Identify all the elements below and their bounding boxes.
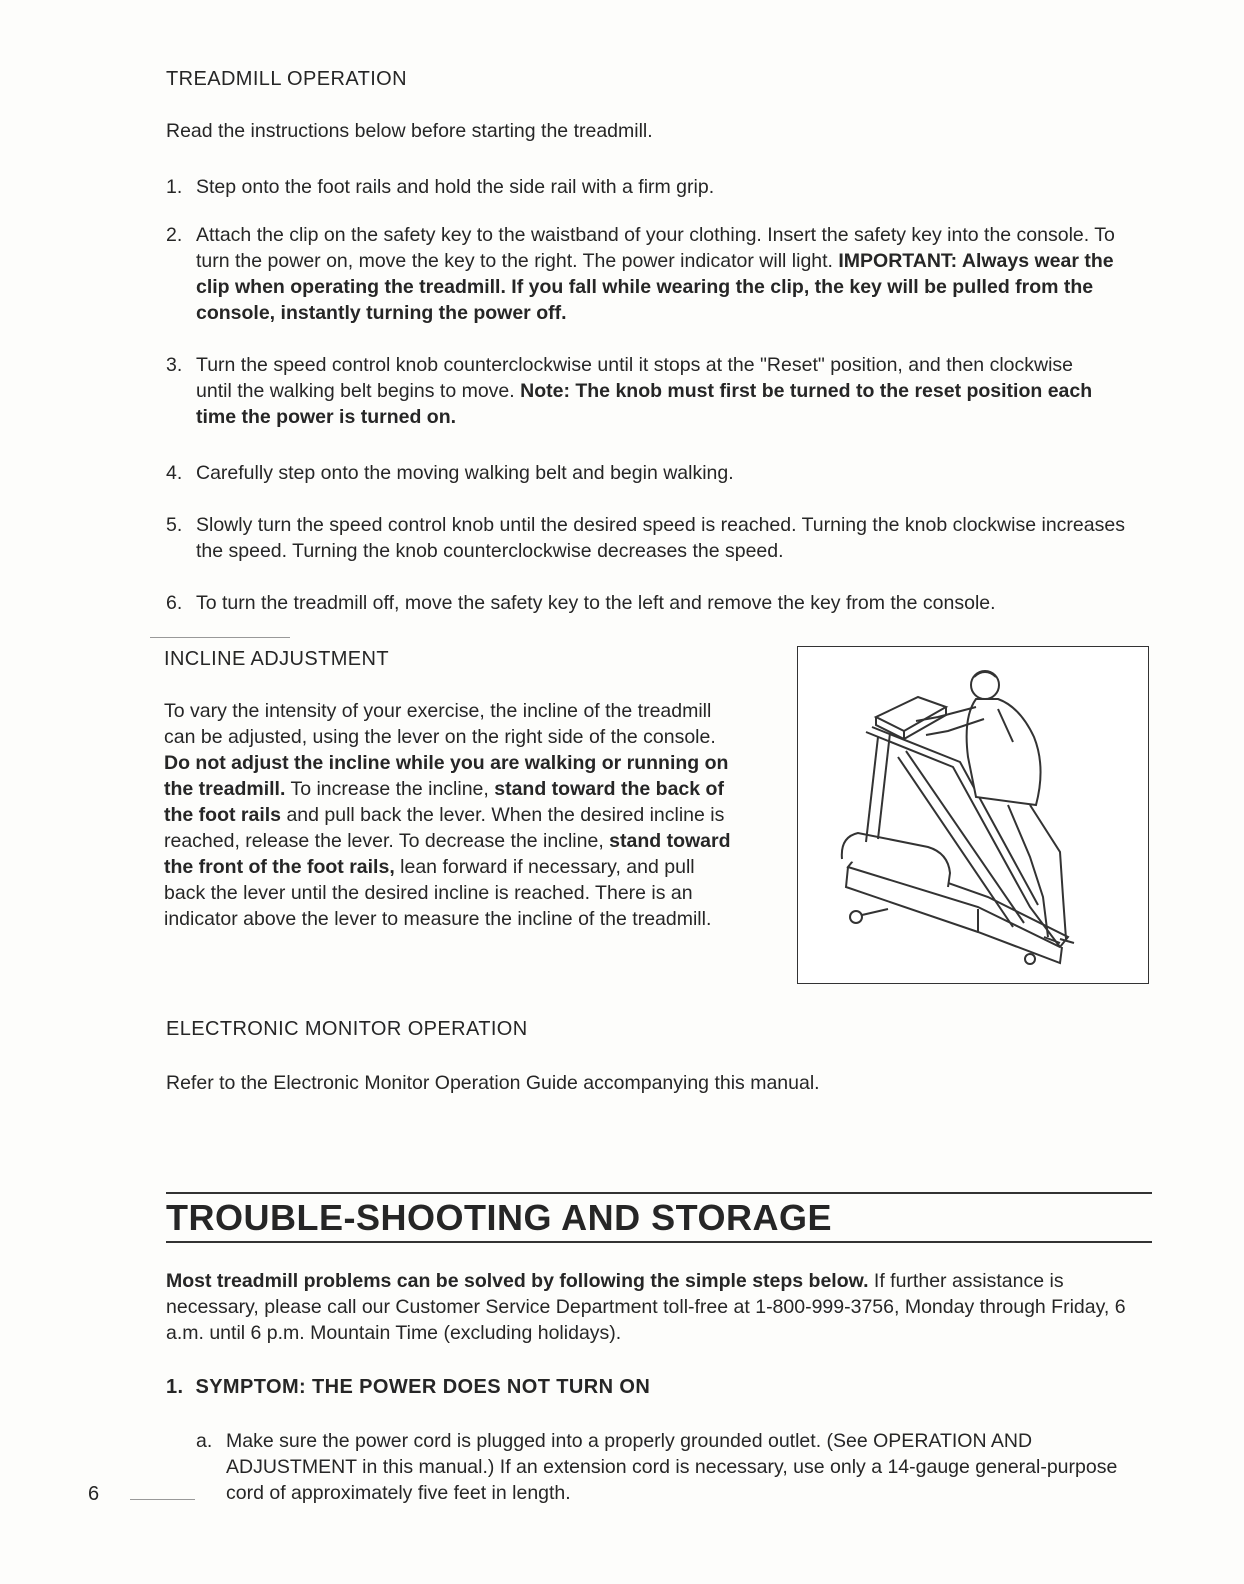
step-text: Step onto the foot rails and hold the side rail with a firm grip. xyxy=(196,176,715,198)
troubleshooting-intro: Most treadmill problems can be solved by following the simple steps below. If further assistance is necessary, please call our Customer Service Department toll-free at 1-800-999-3756, Monday through Friday, 6 a.m. until 6 p.m. Mountain Time (excluding holidays). xyxy=(166,1270,1126,1344)
treadmill-user-icon xyxy=(798,647,1147,982)
electronic-monitor-heading: ELECTRONIC MONITOR OPERATION xyxy=(166,1018,528,1040)
step-number: 4. xyxy=(166,462,183,484)
treadmill-illustration xyxy=(797,646,1149,984)
page-number: 6 xyxy=(88,1483,100,1505)
symptom-1-step-a: a. Make sure the power cord is plugged into a properly grounded outlet. (See OPERATION AND ADJUSTMENT in this manual.) If an extension cord is necessary, use only a 14-gauge general-purpose cord of approximately five feet in length. xyxy=(196,1430,1118,1504)
electronic-monitor-text: Refer to the Electronic Monitor Operation Guide accompanying this manual. xyxy=(166,1072,820,1094)
important-note: IMPORTANT: Always wear the clip when operating the treadmill. If you fall while wearing the clip, the key will be pulled from the console, instantly turning the power off. xyxy=(196,250,1114,324)
step-number: 2. xyxy=(166,224,183,246)
step-number: 3. xyxy=(166,354,183,376)
step-4 xyxy=(166,460,1156,486)
treadmill-operation-heading: TREADMILL OPERATION xyxy=(166,68,407,90)
scan-artifact-line xyxy=(150,637,290,638)
step-text: Slowly turn the speed control knob until the desired speed is reached. Turning the knob clockwise increases the speed. Turning the knob counterclockwise decreases the speed. xyxy=(196,514,1125,562)
section-rule xyxy=(166,1192,1152,1194)
step-5 xyxy=(166,512,1141,564)
section-rule xyxy=(166,1241,1152,1243)
note: Note: The knob must first be turned to the reset position each time the power is turned on. xyxy=(196,380,1093,428)
incline-adjustment-heading: INCLINE ADJUSTMENT xyxy=(164,648,390,670)
troubleshooting-title: TROUBLE-SHOOTING AND STORAGE xyxy=(166,1197,833,1238)
step-2 xyxy=(166,222,1151,326)
incline-adjustment-text: To vary the intensity of your exercise, the incline of the treadmill can be adjusted, using the lever on the right side of the console. Do not adjust the incline while you are walking or running on the treadmill. To increase the incline, stand toward the back of the foot rails and pull back the lever. When the desired incline is reached, release the lever. To decrease the incline, stand toward the front of the foot rails, lean forward if necessary, and pull back the lever until the desired incline is reached. There is an indicator above the lever to measure the incline of the treadmill. xyxy=(164,700,731,930)
step-text: Carefully step onto the moving walking belt and begin walking. xyxy=(196,462,734,484)
step-6 xyxy=(166,590,1156,616)
treadmill-operation-intro: Read the instructions below before starting the treadmill. xyxy=(166,120,653,142)
step-3 xyxy=(166,352,1096,430)
step-1 xyxy=(166,174,1156,200)
step-text: Attach the clip on the safety key to the waistband of your clothing. Insert the safety key into the console. To turn the power on, move the key to the right. The power indicator will light. xyxy=(196,224,1115,272)
symptom-1: 1. SYMPTOM: THE POWER DOES NOT TURN ON xyxy=(166,1376,651,1398)
step-text: Turn the speed control knob counterclockwise until it stops at the "Reset" position, and then clockwise until the walking belt begins to move. xyxy=(196,354,1074,402)
scan-artifact-line xyxy=(130,1499,195,1500)
step-number: 1. xyxy=(166,176,183,198)
step-number: 6. xyxy=(166,592,183,614)
step-number: 5. xyxy=(166,514,183,536)
step-text: To turn the treadmill off, move the safety key to the left and remove the key from the console. xyxy=(196,592,996,614)
